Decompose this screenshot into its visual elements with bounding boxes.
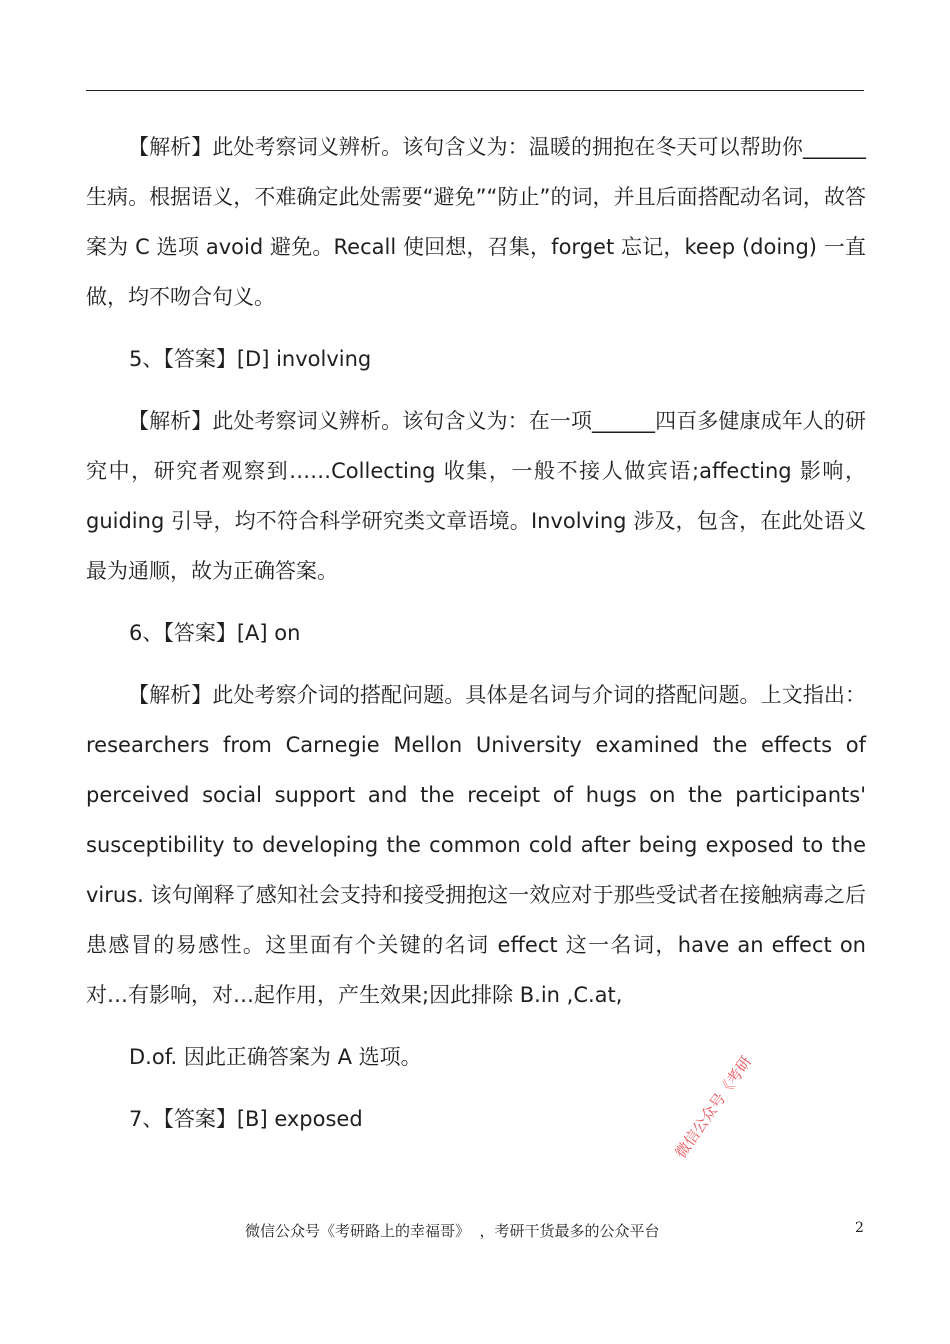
document-body bbox=[86, 122, 866, 1156]
analysis-paragraph-6: 【解析】此处考察介词的搭配问题。具体是名词与介词的搭配问题。上文指出：researchers from Carnegie Mellon University examined the effects of perceived social support and the receipt of hugs on the participants' susceptibility to developing the common cold after being exposed to the virus. 该句阐释了感知社会支持和接受拥抱这一效应对于那些受试者在接触病毒之后患感冒的易感性。这里面有个关键的名词 effect 这一名词，have an effect on 对…有影响，对…起作用，产生效果;因此排除 B.in ,C.at, bbox=[86, 683, 866, 1007]
answer-7: 7、【答案】[B] exposed bbox=[129, 1107, 363, 1131]
analysis-paragraph-4: 【解析】此处考察词义辨析。该句含义为：温暖的拥抱在冬天可以帮助你______生病。根据语义，不难确定此处需要“避免”“防止”的词，并且后面搭配动名词，故答案为 C 选项 avoid 避免。Recall 使回想，召集，forget 忘记，keep (doing) 一直做，均不吻合句义。 bbox=[86, 135, 866, 309]
watermark-stamp: 微信公众号《考研 bbox=[671, 1052, 756, 1162]
page-number: 2 bbox=[855, 1220, 864, 1236]
header-rule bbox=[86, 90, 864, 91]
analysis-paragraph-5: 【解析】此处考察词义辨析。该句含义为：在一项______四百多健康成年人的研究中，研究者观察到……Collecting 收集，一般不接人做宾语;affecting 影响，guiding 引导，均不符合科学研究类文章语境。Involving 涉及，包含，在此处语义最为通顺，故为正确答案。 bbox=[86, 409, 866, 583]
answer-5: 5、【答案】[D] involving bbox=[129, 347, 372, 371]
answer-6: 6、【答案】[A] on bbox=[129, 621, 301, 645]
footer-text: 微信公众号《考研路上的幸福哥》 ，考研干货最多的公众平台 bbox=[245, 1222, 660, 1240]
page-footer bbox=[0, 1220, 950, 1244]
analysis-paragraph-6-conclusion: D.of. 因此正确答案为 A 选项。 bbox=[129, 1045, 422, 1069]
